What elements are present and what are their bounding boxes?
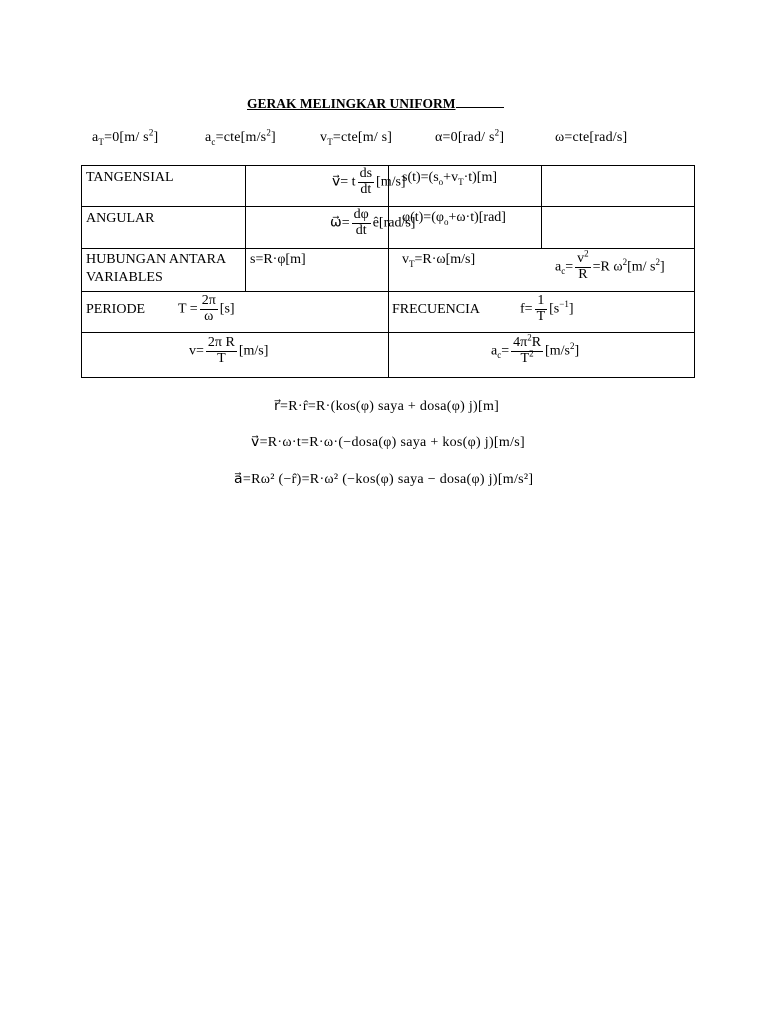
tangential-position-formula: $s(t)=(s_o+v_T\cdot t)[m]$ xyxy=(402,170,498,187)
cell-acceleration-period xyxy=(389,333,695,378)
table-row-angular xyxy=(82,207,695,249)
frequency-label: FRECUENCIA xyxy=(392,302,480,317)
cell-tangential-label xyxy=(82,166,246,207)
cell-tangential-position xyxy=(389,166,542,207)
formula-table xyxy=(81,165,695,378)
relations-label-line2: VARIABLES xyxy=(86,270,163,285)
velocity-vector-equation: v⃗=R·ω·t=R·ω·(−dosa(φ) saya + kos(φ) j)[m/s] xyxy=(251,435,525,450)
header-tangential-velocity: $v_T=cte[m/$ s] xyxy=(320,130,393,147)
tangential-velocity-formula: v⃗= t $\frac{ds}{dt}$ [m/s] xyxy=(332,166,406,197)
title-underline-tail xyxy=(456,95,504,108)
velocity-period-formula: v= $\frac{\text{2π R}}{T}$ [m/s] xyxy=(189,335,269,366)
arc-length-formula: s=R·φ[m] xyxy=(250,252,306,267)
table-row-period-frequency xyxy=(82,292,695,333)
header-angular-velocity: ω=cte[rad/s] xyxy=(555,130,628,145)
page-title: GERAK MELINGKAR UNIFORM xyxy=(247,95,504,112)
cell-angular-position xyxy=(389,207,542,249)
cell-angular-velocity xyxy=(246,207,416,249)
relations-label-line1: HUBUNGAN ANTARA xyxy=(86,252,227,267)
header-centripetal-acceleration: $a_c=cte[m/s^2]$ xyxy=(205,127,276,147)
header-tangential-acceleration: $a_T=0[m/$ $s^2$] xyxy=(92,127,159,147)
angular-position-formula: $\varphi(t)=(\varphi_o+\omega\cdot t)[rad]$ xyxy=(402,210,506,227)
cell-period xyxy=(82,292,389,333)
period-label: PERIODE xyxy=(86,302,146,317)
table-row-relations xyxy=(82,249,695,292)
cell-frequency xyxy=(389,292,695,333)
acceleration-vector-equation: a⃗=Rω² (−r̂)=R·ω² (−kos(φ) saya − dosa(φ) j)[m/s²] xyxy=(234,472,534,487)
period-formula: T = $\frac{2\pi}{\omega}$ [s] xyxy=(178,293,235,324)
angular-velocity-formula: ω⃗= $\frac{d\varphi}{dt}$ ê[rad/s] xyxy=(330,207,416,238)
cell-arc-length xyxy=(246,249,389,292)
centripetal-acceleration-formula: $a_c=$ $\frac{v^2}{R}$ =R $\omega^2[m/$ $s^2$] xyxy=(555,248,665,282)
frequency-formula: f= $\frac{1}{T}$ $[s^{-1}]$ xyxy=(520,293,574,324)
tangential-label: TANGENSIAL xyxy=(86,170,174,185)
table-row-tangential xyxy=(82,166,695,207)
header-angular-acceleration: α=0[rad/ $s^2$] xyxy=(435,127,505,145)
cell-tangential-velocity xyxy=(246,166,406,207)
angular-label: ANGULAR xyxy=(86,211,155,226)
acceleration-period-formula: $a_c=$ $\frac{4\pi^2R}{T^2}$ $[m/s^2]$ xyxy=(491,332,580,366)
cell-velocity-period xyxy=(82,333,389,378)
cell-tangential-empty xyxy=(542,166,695,207)
position-vector-equation: r⃗=R·r̂=R·(kos(φ) saya + dosa(φ) j)[m] xyxy=(274,399,500,414)
linear-angular-velocity-formula: $v_T=R\cdot\omega[m/s]$ xyxy=(402,252,476,269)
cell-angular-label xyxy=(82,207,246,249)
cell-angular-empty xyxy=(542,207,695,249)
cell-relations-label xyxy=(82,249,246,292)
cell-velocity-relations xyxy=(389,249,695,292)
table-row-velocity-acceleration xyxy=(82,333,695,378)
